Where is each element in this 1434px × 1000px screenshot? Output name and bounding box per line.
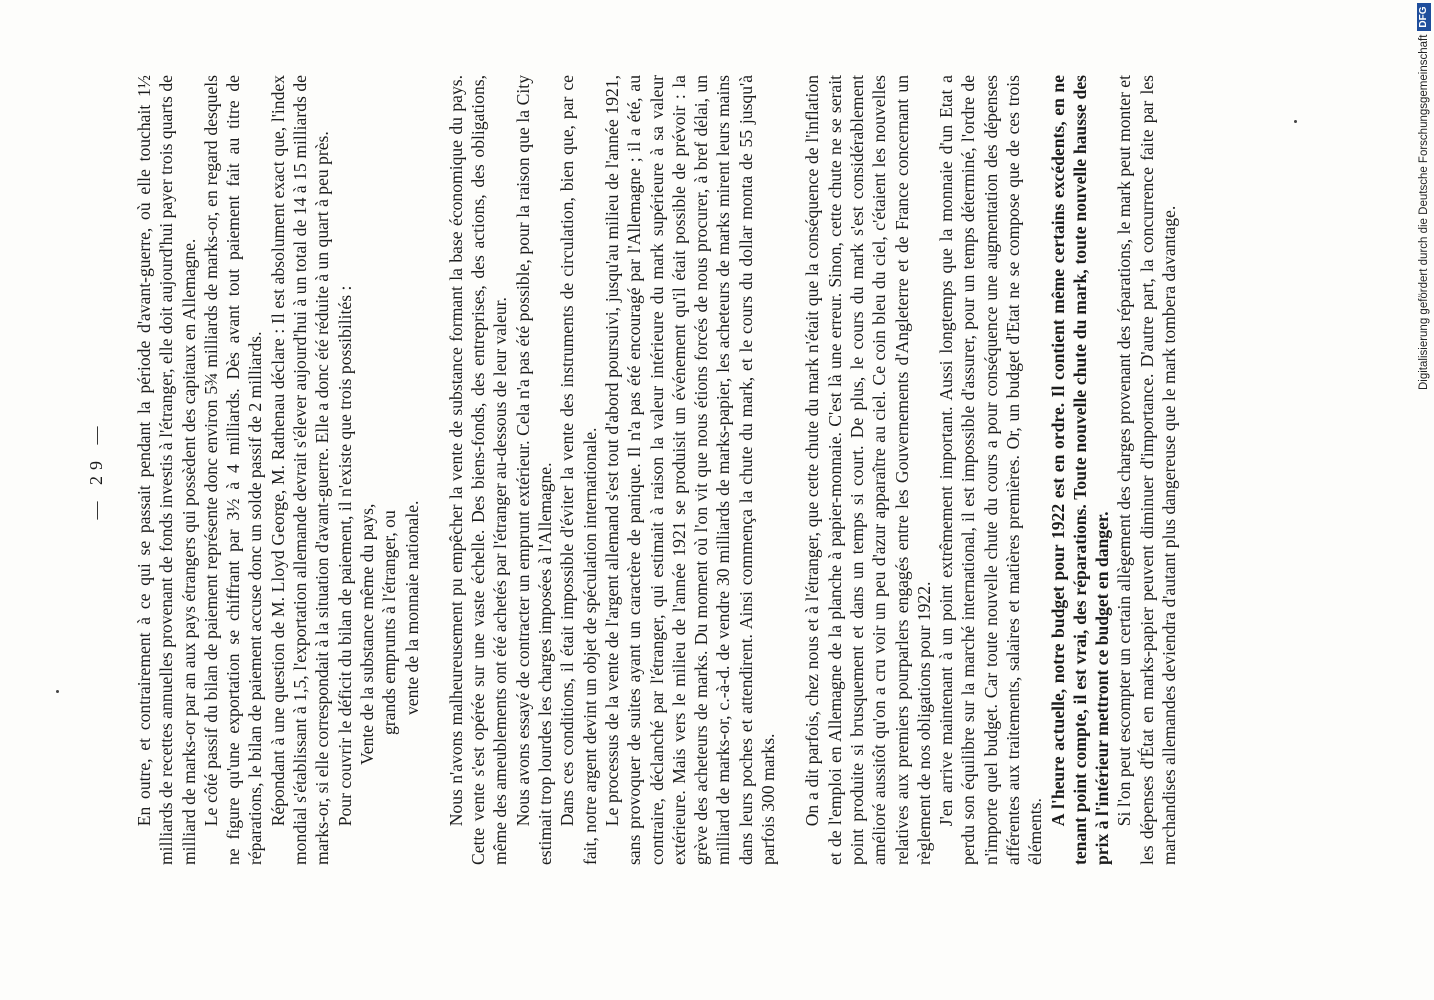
dfg-logo-icon: DFG (1417, 3, 1431, 30)
list-item: Vente de la substance même du pays, (356, 503, 377, 765)
list-item: vente de la monnaie nationale. (401, 500, 422, 715)
credit-text: Digitalisierung gefördert durch die Deutsche Forschungsgemeinschaft (1418, 34, 1430, 390)
paragraph-5: Nous n'avons malheureusement pu empêcher la vente de substance formant la base économique du pays. Cette vente s'est opérée sur une vaste échelle. Des biens-fonds, des entreprises, des actions, des obligations, même des ameublements ont été achetés par l'étranger au-dessous de leur valeur. (445, 75, 511, 865)
paragraph-4: Pour couvrir le déficit du bilan de paiement, il n'existe que trois possibilités : (334, 285, 355, 827)
paragraph-12: Si l'on peut escompter un certain allègement des charges provenant des réparations, le mark peut monter et les dépenses d'État en marks-papier peuvent diminuer d'importance. D'autre part, la concurrence faite par les marchandises allemandes deviendra d'autant plus dangereuse que le mark tombera davantage. (1114, 75, 1180, 865)
section-gap (423, 75, 445, 865)
paragraph-9: On a dit parfois, chez nous et à l'étranger, que cette chute du mark n'était que la conséquence de l'inflation et de l'emploi en Allemagne de la planche à papier-monnaie. C'est là une erreur. Sinon, cette chute ne se serait point produite si brusquement et dans un temps si court. De plus, le cours du mark s'est considérablement amélioré aussitôt qu'on a cru voir un peu d'azur apparaître au ciel. Ce coin bleu du ciel, c'étaient les nouvelles relatives aux premiers pourparlers engagés entre les Gouvernements d'Angleterre et de France concernant un règlement de nos obligations pour 1922. (802, 75, 934, 865)
paragraph-11: A l'heure actuelle, notre budget pour 1922 est en ordre. Il contient même certains excédents, en ne tenant point compte, il est vrai, des réparations. Toute nouvelle chute du mark, toute nouvelle hausse des prix à l'intérieur mettront ce budget en danger. (1047, 75, 1113, 865)
digitization-credit (1414, 6, 1434, 390)
scan-speck (1294, 120, 1297, 123)
paragraph-6: Nous avons essayé de contracter un emprunt extérieur. Cela n'a pas été possible, pour la raison que la City estimait trop lourdes les charges imposées à l'Allemagne. (512, 75, 556, 865)
paragraph-8: Le processus de la vente de l'argent allemand s'est tout d'abord poursuivi, jusqu'au milieu de l'année 1921, sans provoquer de suites ayant un caractère de panique. Il n'a pas été encouragé par l'Allemagne ; il a été, au contraire, déclanché par l'étranger, qui estimait à raison la valeur intérieure du mark supérieure à sa valeur extérieure. Mais vers le milieu de l'année 1921 se produisit un événement qu'il était possible de prévoir : la grève des acheteurs de marks. Du moment où l'on vit que nous étions forcés de nous procurer, à bref délai, un milliard de marks-or, c.-à-d. de vendre 30 milliards de marks-papier, les acheteurs de marks mirent leurs mains dans leurs poches et attendirent. Ainsi commença la chute du mark, et le cours du dollar monta de 55 jusqu'à parfois 300 marks. (601, 75, 779, 865)
paragraph-2: Le côté passif du bilan de paiement représente donc environ 5¾ milliards de marks-or, en regard desquels ne figure qu'une exportation se chiffrant par 3½ à 4 milliards. Dès avant tout paiement fait au titre de réparations, le bilan de paiement accuse donc un solde passif de 2 milliards. (200, 75, 266, 865)
possibilities-list (356, 75, 423, 865)
paragraph-7: Dans ces conditions, il était impossible d'éviter la vente des instruments de circulation, bien que, par ce fait, notre argent devint un objet de spéculation internationale. (557, 75, 600, 865)
list-item: grands emprunts à l'étranger, ou (379, 510, 400, 735)
page-number: — 29 — (86, 420, 106, 520)
rotated-text-page (85, 75, 1320, 865)
paragraph-10: J'en arrive maintenant à un point extrêmement important. Aussi longtemps que la monnaie d'un Etat a perdu son équilibre sur la marché international, il est impossible d'assurer, pour un temps déterminé, l'ordre de n'importe quel budget. Car toute nouvelle chute du cours a pour conséquence une augmentation des dépenses afférentes aux traitements, salaires et matières premières. Or, un budget d'Etat ne se compose que de ces trois éléments. (936, 75, 1046, 865)
paragraph-3: Répondant à une question de M. Lloyd George, M. Rathenau déclare : Il est absolument exact que, l'index mondial s'établissant à 1,5, l'exportation allemande devrait s'élever aujourd'hui à un total de 14 à 15 milliards de marks-or, si elle correspondait à la situation d'avant-guerre. Elle a donc été réduite à un quart à peu près. (267, 75, 333, 865)
scan-speck (56, 690, 59, 693)
section-gap (779, 75, 801, 865)
paragraph-1: En outre, et contrairement à ce qui se passait pendant la période d'avant-guerre, où elle touchait 1½ milliards de recettes annuelles provenant de fonds investis à l'étranger, elle doit aujourd'hui payer trois quarts de milliard de marks-or par an aux pays étrangers qui possèdent des capitaux en Allemagne. (134, 75, 199, 865)
